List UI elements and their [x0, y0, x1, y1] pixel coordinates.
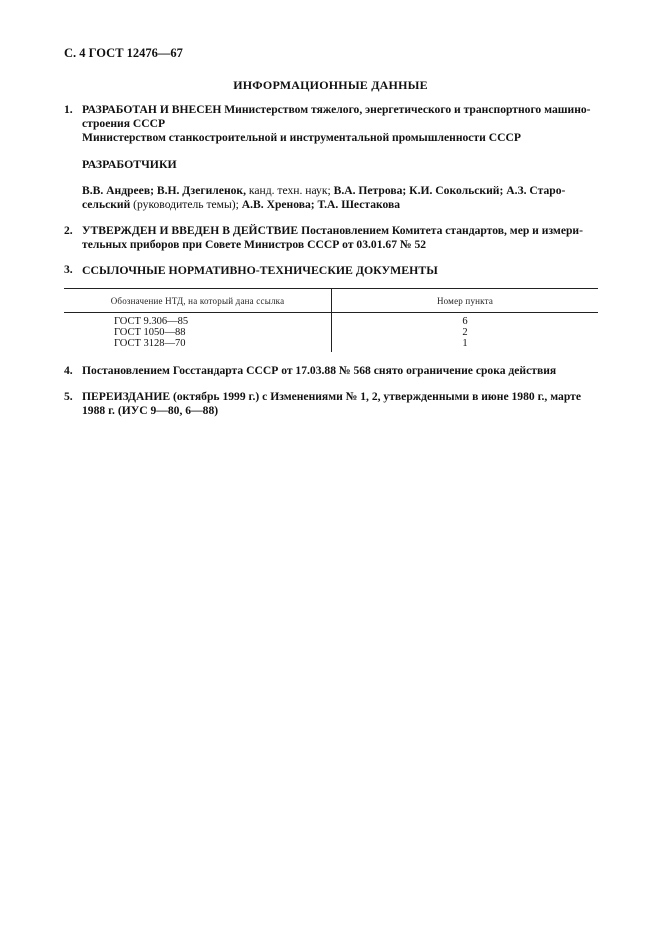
section-1-text: Министерством тяжелого, энергетического и транспортного машино-: [221, 103, 591, 116]
section-2-line-1: [82, 224, 583, 238]
section-1-line-2: строения СССР: [82, 117, 166, 130]
section-5-text: (октябрь 1999 г.) с Изменениями № 1, 2, утвержденными в июне 1980 г., марте: [170, 390, 581, 403]
table-row: [64, 327, 598, 338]
developers-names-d: А.В. Хренова; Т.А. Шестакова: [241, 198, 401, 211]
section-5-keyword: ПЕРЕИЗДАНИЕ: [82, 390, 171, 403]
section-1-keyword: РАЗРАБОТАН И ВНЕСЕН: [82, 103, 222, 116]
section-1-line-3: Министерством станкостроительной и инструментальной промышленности СССР: [82, 131, 521, 144]
col-header-document: Обозначение НТД, на который дана ссылка: [64, 289, 332, 313]
developers-names-a: В.В. Андреев; В.Н. Дзегиленок,: [82, 184, 247, 197]
section-1-number: 1.: [64, 103, 73, 116]
section-4-text: Постановлением Госстандарта СССР от 17.03.88 № 568 снято ограничение срока действия: [82, 364, 557, 377]
col-header-clause: Номер пункта: [332, 289, 599, 313]
section-2-text: Постановлением Комитета стандартов, мер и измери-: [298, 224, 583, 237]
section-5-line-2: 1988 г. (ИУС 9—80, 6—88): [82, 404, 219, 417]
section-4-number: 4.: [64, 364, 73, 377]
developers-degree: канд. техн. наук;: [246, 184, 334, 197]
developers-heading: РАЗРАБОТЧИКИ: [82, 157, 177, 171]
page-header: С. 4 ГОСТ 12476—67: [64, 46, 183, 60]
developers-line-2: [82, 198, 400, 212]
document-title: ИНФОРМАЦИОННЫЕ ДАННЫЕ: [233, 78, 428, 92]
section-3-heading: ССЫЛОЧНЫЕ НОРМАТИВНО-ТЕХНИЧЕСКИЕ ДОКУМЕНТЫ: [82, 263, 438, 277]
section-5-number: 5.: [64, 390, 73, 403]
section-5-line-1: [82, 390, 581, 404]
developers-names-c: сельский: [82, 198, 131, 211]
section-2-line-2: тельных приборов при Совете Министров СССР от 03.01.67 № 52: [82, 238, 427, 251]
developers-line-1: [82, 184, 565, 198]
row-document: ГОСТ 9.306—85: [64, 313, 332, 328]
section-1-line-1: [82, 103, 591, 117]
developers-names-b: В.А. Петрова; К.И. Сокольский; А.З. Старо-: [333, 184, 566, 197]
row-clause: 2: [462, 327, 468, 338]
row-clause: 1: [462, 338, 468, 349]
section-2-number: 2.: [64, 224, 73, 237]
section-2-keyword: УТВЕРЖДЕН И ВВЕДЕН В ДЕЙСТВИЕ: [82, 224, 299, 237]
row-document: ГОСТ 1050—88: [64, 327, 332, 338]
table-row: [64, 313, 598, 328]
reference-table: [64, 288, 598, 352]
table-row: [64, 338, 598, 352]
row-document: ГОСТ 3128—70: [64, 338, 332, 352]
developers-role: (руководитель темы);: [130, 198, 242, 211]
row-clause: 6: [462, 316, 468, 327]
section-3-number: 3.: [64, 263, 73, 276]
reference-table-header: [64, 289, 598, 313]
